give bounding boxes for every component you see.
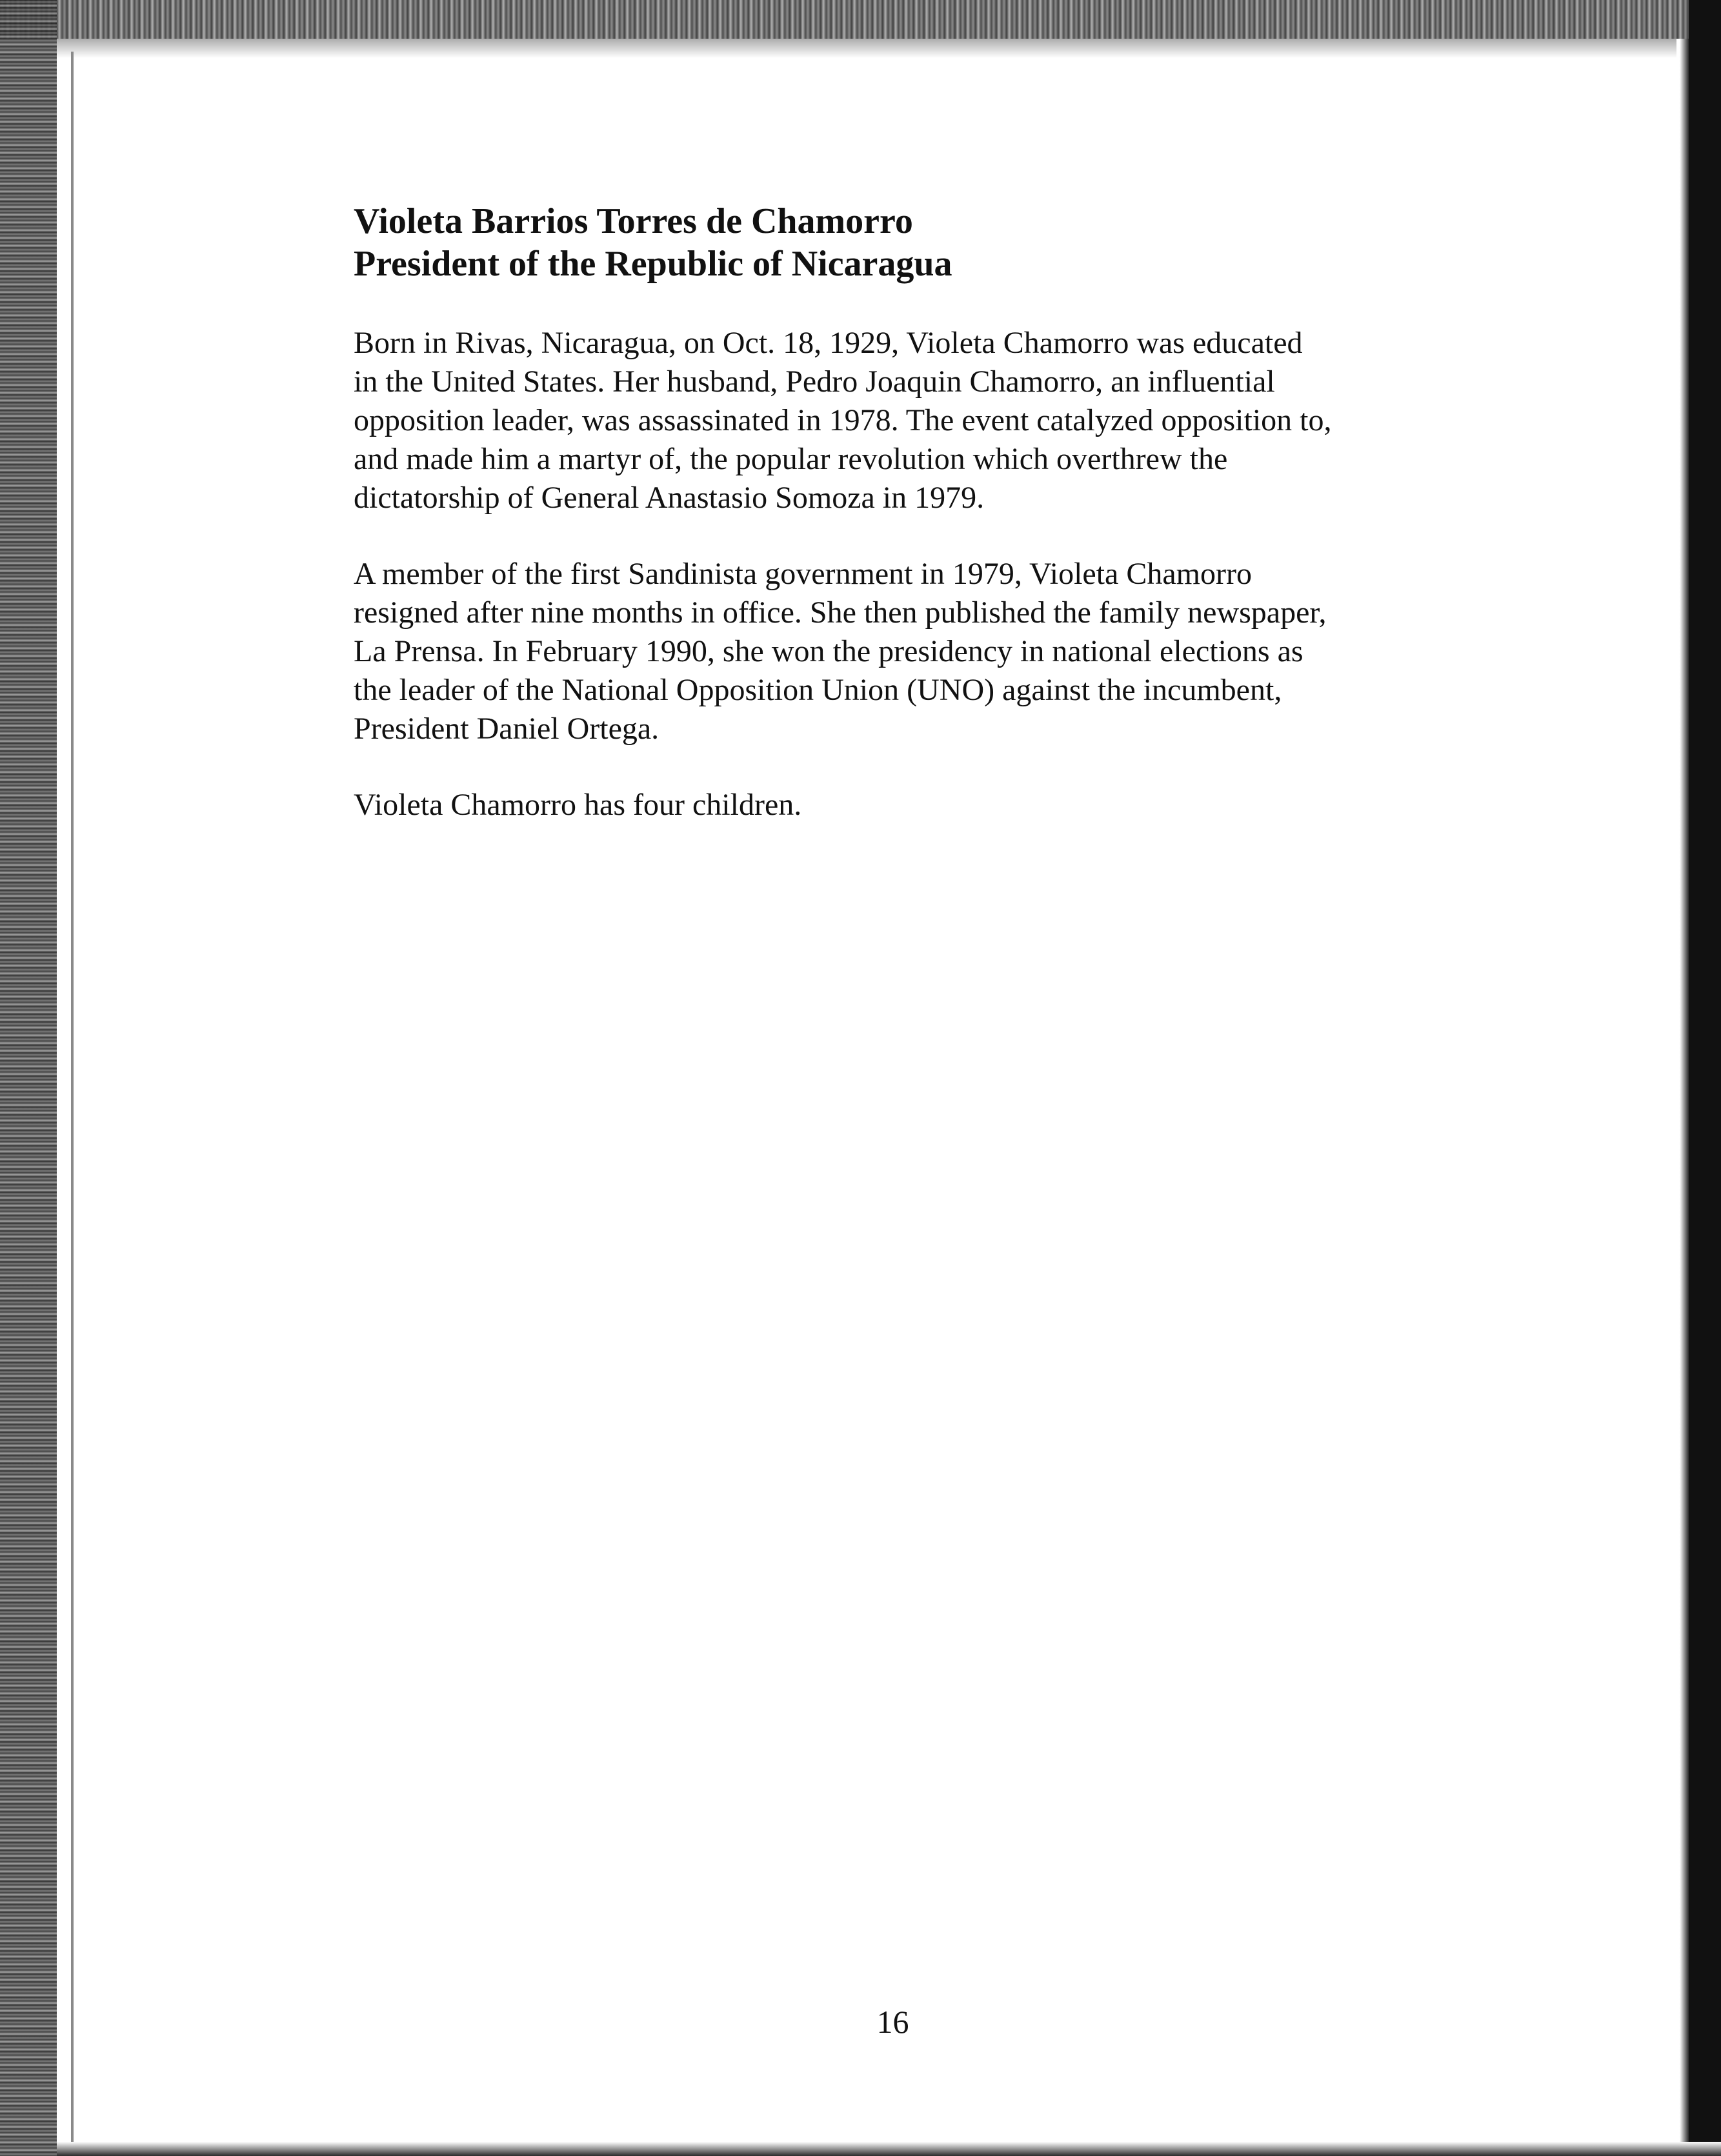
scan-shadow-right [1680,39,1689,2156]
scan-edge-left [0,0,57,2156]
page-number: 16 [876,2004,909,2040]
scan-edge-right [1689,0,1721,2156]
heading-name: Violeta Barrios Torres de Chamorro [354,201,913,241]
paragraph-line: the leader of the National Opposition Union (UNO) against the incumbent, [354,673,1282,707]
heading-role: President of the Republic of Nicaragua [354,244,952,284]
paragraph-line: and made him a martyr of, the popular revolution which overthrew the [354,442,1228,476]
paragraph-career [354,555,1451,748]
paragraph-family [354,786,1451,824]
paragraph-line: A member of the first Sandinista government in 1979, Violeta Chamorro [354,557,1252,591]
paragraph-line: in the United States. Her husband, Pedro Joaquin Chamorro, an influential [354,364,1275,399]
paragraph-biography [354,324,1451,517]
scan-edge-top [0,0,1721,39]
paragraph-line: La Prensa. In February 1990, she won the presidency in national elections as [354,634,1303,668]
paragraph-line: Born in Rivas, Nicaragua, on Oct. 18, 1929, Violeta Chamorro was educated [354,326,1303,360]
paragraph-line: dictatorship of General Anastasio Somoza in 1979. [354,481,985,515]
paragraph-line: President Daniel Ortega. [354,712,659,746]
scan-margin-line [71,52,74,2142]
paragraph-line: resigned after nine months in office. She then published the family newspaper, [354,595,1327,630]
scan-edge-bottom [57,2142,1721,2156]
document-body [354,200,1451,824]
paragraph-line: Violeta Chamorro has four children. [354,788,802,822]
scan-shadow-top [57,39,1676,58]
paragraph-line: opposition leader, was assassinated in 1978. The event catalyzed opposition to, [354,403,1332,437]
document-heading [354,200,1451,285]
